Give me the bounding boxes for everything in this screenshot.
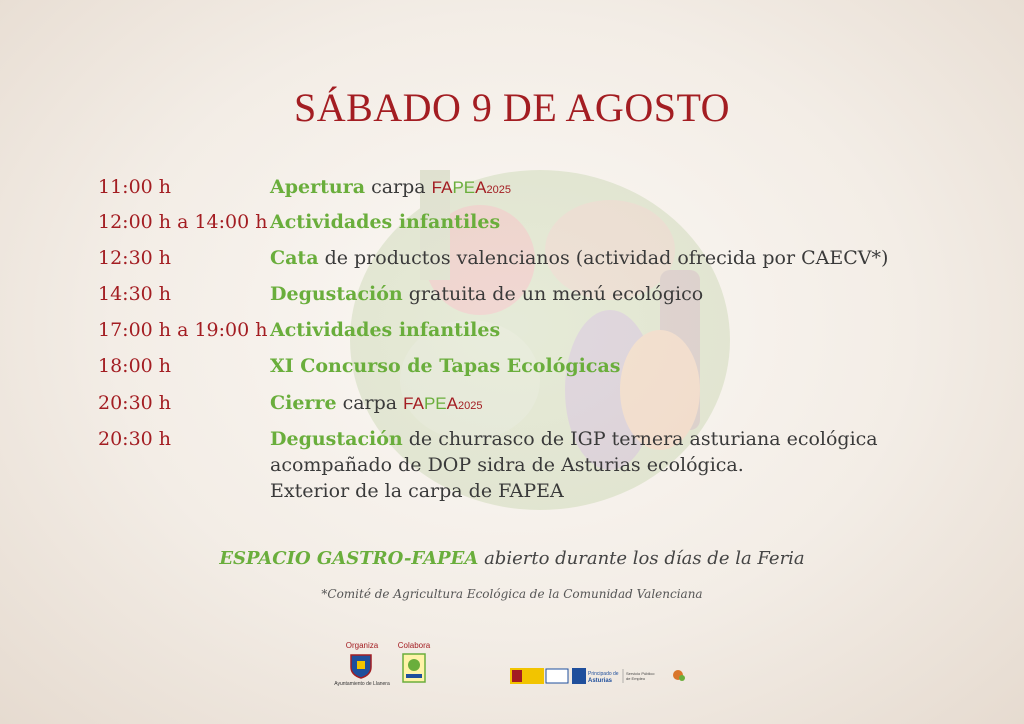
schedule-highlight: Actividades infantiles bbox=[270, 211, 501, 233]
fapea-brand: FAPEA2025 bbox=[431, 178, 511, 197]
ayuntamiento-llanera-caption: Ayuntamiento de Llanera bbox=[334, 681, 390, 687]
schedule-highlight: Apertura bbox=[270, 176, 366, 198]
schedule-text-line2: acompañado de DOP sidra de Asturias ecológica. bbox=[270, 454, 744, 476]
schedule-text: de churrasco de IGP ternera asturiana ecológica bbox=[402, 428, 878, 450]
schedule-time: 17:00 h a 19:00 h bbox=[98, 319, 268, 341]
svg-text:Asturias: Asturias bbox=[588, 678, 613, 684]
schedule-highlight: Degustación bbox=[270, 428, 403, 450]
gastro-space-notice bbox=[0, 548, 1024, 569]
gastro-space-highlight: ESPACIO GASTRO-FAPEA bbox=[219, 548, 479, 569]
organiza-label: Organiza bbox=[345, 641, 379, 650]
schedule-time: 20:30 h bbox=[98, 392, 172, 414]
schedule-time: 11:00 h bbox=[98, 176, 172, 198]
fapea-brand: FAPEA2025 bbox=[403, 394, 483, 413]
page-title: SÁBADO 9 DE AGOSTO bbox=[293, 85, 731, 130]
svg-text:Principado de: Principado de bbox=[588, 671, 619, 677]
schedule-time: 12:00 h a 14:00 h bbox=[98, 211, 268, 233]
schedule-time: 12:30 h bbox=[98, 247, 172, 269]
schedule-time: 18:00 h bbox=[98, 355, 172, 377]
schedule-text: carpa bbox=[336, 392, 404, 414]
schedule-time: 14:30 h bbox=[98, 283, 172, 305]
schedule-description bbox=[270, 245, 910, 271]
llanera-shield-logo bbox=[349, 653, 373, 679]
schedule-description bbox=[270, 426, 910, 504]
schedule-description bbox=[270, 390, 910, 419]
schedule-highlight: Cata bbox=[270, 247, 319, 269]
schedule-description bbox=[270, 353, 910, 379]
schedule-highlight: Actividades infantiles bbox=[270, 319, 501, 341]
schedule-text: carpa bbox=[365, 176, 432, 198]
colabora-partner-logo bbox=[402, 653, 426, 683]
gastro-space-text: abierto durante los días de la Feria bbox=[478, 548, 805, 569]
schedule-highlight: Cierre bbox=[270, 392, 337, 414]
schedule-text: gratuita de un menú ecológico bbox=[402, 283, 704, 305]
schedule-description bbox=[270, 317, 910, 343]
colabora-label: Colabora bbox=[397, 641, 431, 650]
svg-text:de Empleo: de Empleo bbox=[626, 676, 646, 681]
schedule-description bbox=[270, 174, 910, 203]
schedule-description bbox=[270, 209, 910, 235]
schedule-text-line3: Exterior de la carpa de FAPEA bbox=[270, 480, 564, 502]
schedule-text: de productos valencianos (actividad ofrecida por CAECV*) bbox=[318, 247, 889, 269]
schedule-highlight: Degustación bbox=[270, 283, 403, 305]
svg-text:Servicio Público: Servicio Público bbox=[626, 671, 655, 676]
schedule-time: 20:30 h bbox=[98, 428, 172, 450]
schedule-description bbox=[270, 281, 910, 307]
institutional-logos-strip bbox=[510, 666, 690, 686]
schedule-highlight: XI Concurso de Tapas Ecológicas bbox=[270, 355, 621, 377]
footnote: *Comité de Agricultura Ecológica de la Comunidad Valenciana bbox=[321, 587, 703, 601]
